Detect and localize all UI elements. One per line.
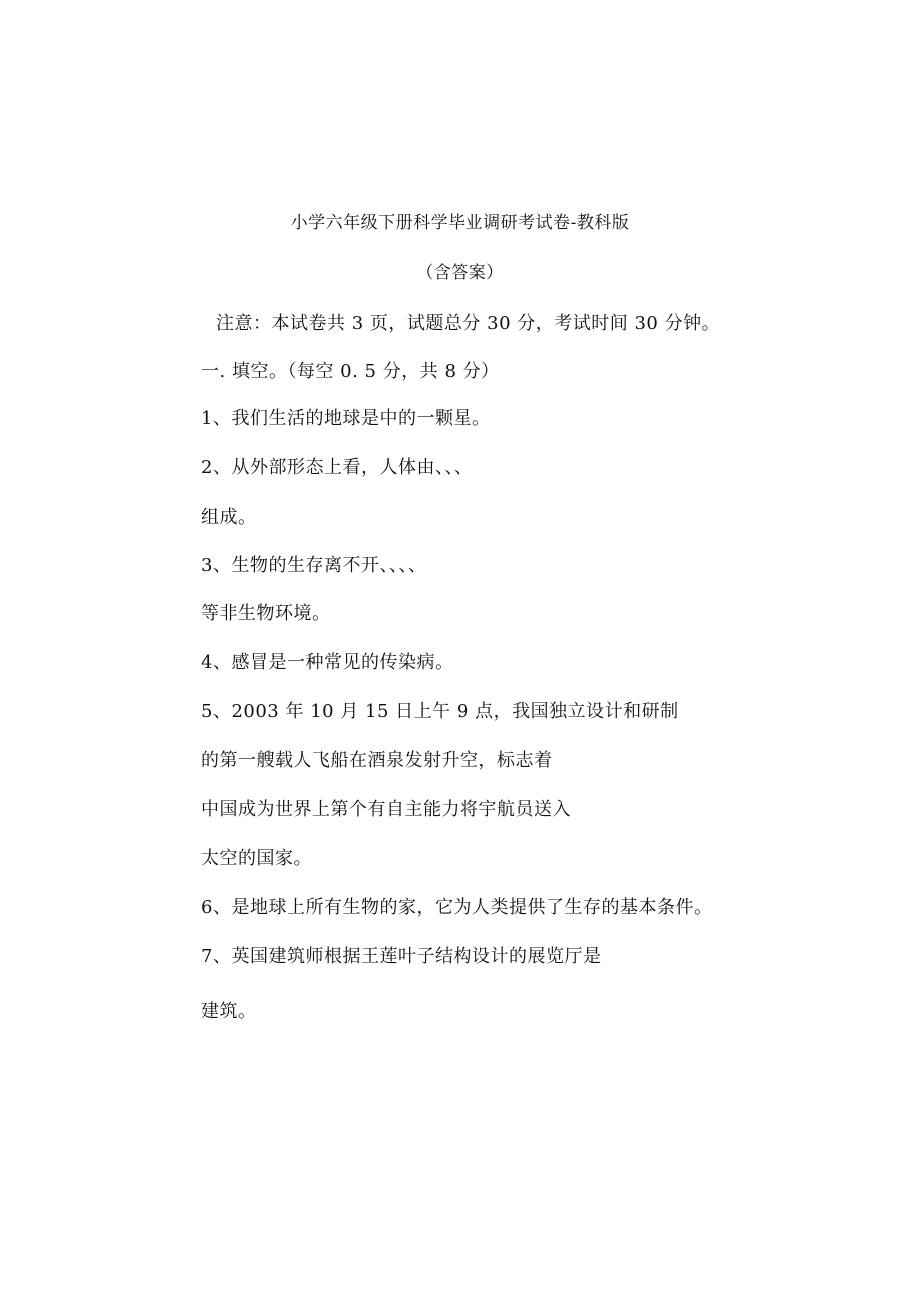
page-title: 小学六年级下册科学毕业调研考试卷-教科版 [290, 213, 630, 233]
question-line: 等非生物环境。 [201, 603, 331, 624]
question-line: 2、从外部形态上看，人体由、、、 [201, 457, 473, 478]
question-line: 组成。 [201, 507, 257, 528]
question-line: 4、感冒是一种常见的传染病。 [201, 652, 454, 673]
question-line: 的第一艘载人飞船在酒泉发射升空，标志着 [201, 750, 553, 771]
question-line: 1、我们生活的地球是中的一颗星。 [201, 408, 491, 429]
section-heading: 一. 填空。（每空 0. 5 分，共 8 分） [201, 361, 500, 382]
question-line: 6、是地球上所有生物的家，它为人类提供了生存的基本条件。 [201, 897, 713, 918]
question-line: 建筑。 [201, 1001, 257, 1022]
question-line: 3、生物的生存离不开、、、、 [201, 555, 427, 576]
question-line: 太空的国家。 [201, 848, 312, 869]
question-line: 5、2003 年 10 月 15 日上午 9 点，我国独立设计和研制 [201, 701, 679, 722]
question-line: 中国成为世界上第个有自主能力将宇航员送入 [201, 799, 571, 820]
page-subtitle: （含答案） [416, 263, 504, 283]
question-line: 7、英国建筑师根据王莲叶子结构设计的展览厅是 [201, 946, 602, 967]
exam-notice: 注意：本试卷共 3 页，试题总分 30 分，考试时间 30 分钟。 [216, 313, 721, 334]
